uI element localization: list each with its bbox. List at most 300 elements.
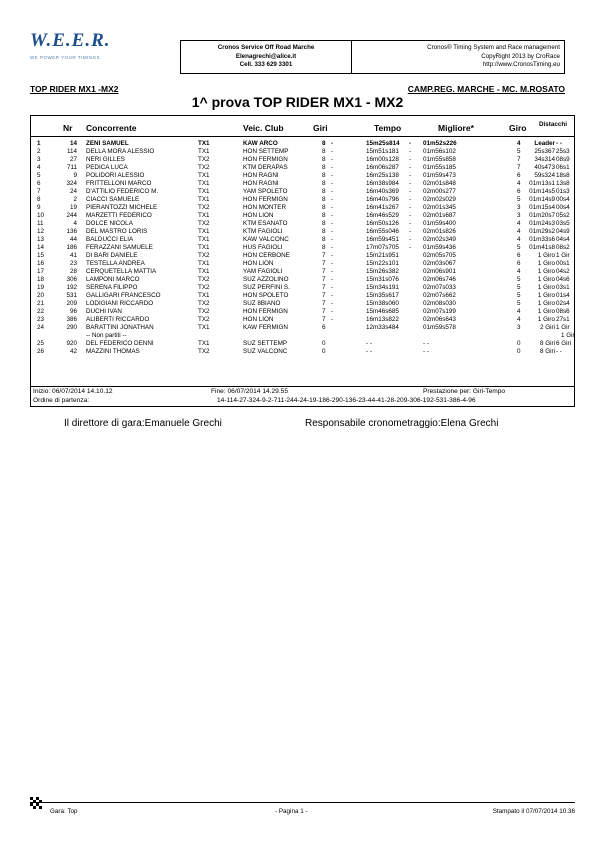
table-row <box>31 140 576 148</box>
table-footer <box>31 386 574 404</box>
cell-migliore: 02m06s901 <box>423 268 456 275</box>
timing-system: Cronos® Timing System and Race management <box>427 44 560 51</box>
cell-giri: 8 <box>322 212 326 219</box>
cell-migliore: 02m03s067 <box>423 260 456 267</box>
giri-dash: - <box>331 204 334 211</box>
giri-dash: - <box>331 164 334 171</box>
col-distacchi: Distacchi <box>539 121 567 128</box>
cell-name: DOLCE NICOLA <box>86 220 133 227</box>
cell-pos: 1 <box>37 140 41 147</box>
logo-tagline: WE POWER YOUR TIMINGS. <box>30 55 102 60</box>
copyright: CopyRight 2013 by CroRace <box>481 52 560 60</box>
cell-d1: 1 Giro <box>537 316 555 323</box>
cell-club: SUZ SETTEMP <box>243 340 288 347</box>
cell-cat: TX1 <box>198 212 210 219</box>
cell-tempo: 15m34s191 <box>366 284 399 291</box>
cell-pos: 3 <box>37 156 41 163</box>
cell-nr: 41 <box>69 252 77 259</box>
cell-d1: 2 Giri <box>539 324 555 331</box>
cell-nr: 4 <box>73 220 77 227</box>
col-concorrente: Concorrente <box>86 123 137 133</box>
cell-d2: 04s9 <box>556 228 570 235</box>
category-subtitle: TOP RIDER MX1 -MX2 <box>30 84 119 94</box>
table-row <box>31 148 576 156</box>
cell-migliore: 01m55s858 <box>423 156 456 163</box>
cell-pos: 22 <box>37 308 45 315</box>
print-date: Stampato il 07/07/2014 10.36 <box>492 808 575 815</box>
cell-giri: 8 <box>322 188 326 195</box>
cell-club: HON LION <box>243 212 274 219</box>
cell-migliore: 02m06s643 <box>423 316 456 323</box>
cell-giro: 0 <box>517 340 521 347</box>
cell-club: KTM FAGIOLI <box>243 228 283 235</box>
cell-cat: TX1 <box>198 172 210 179</box>
cell-nr: 24 <box>69 188 77 195</box>
cell-cat: TX2 <box>198 276 210 283</box>
table-row <box>31 180 576 188</box>
cell-nr: 14 <box>69 140 77 147</box>
cell-d1: 1 Giro <box>537 300 555 307</box>
cell-tempo: 15m22s101 <box>366 260 399 267</box>
cell-d2: 1 Gir <box>556 252 570 259</box>
cell-giro: 3 <box>517 324 521 331</box>
giri-dash: - <box>331 212 334 219</box>
cell-name: TESTELLA ANDREA <box>86 260 145 267</box>
cell-giro: 4 <box>517 180 521 187</box>
cell-name: PEDICA LUCA <box>86 164 128 171</box>
cell-pos: 10 <box>37 212 45 219</box>
championship-subtitle: CAMP.REG. MARCHE - MC. M.ROSATO <box>407 84 565 94</box>
cell-migliore: 01m56s102 <box>423 148 456 155</box>
cell-giri: 7 <box>322 316 326 323</box>
cell-d1: 01m33s6 <box>529 236 555 243</box>
tempo-dash: - <box>409 188 412 195</box>
cell-club: KTM ESANATO <box>243 220 288 227</box>
cell-giro: 6 <box>517 188 521 195</box>
cell-pos: 4 <box>37 164 41 171</box>
cell-nr: 186 <box>66 244 77 251</box>
cell-giri: 7 <box>322 308 326 315</box>
cell-cat: TX1 <box>198 148 210 155</box>
cell-nr: 306 <box>66 276 77 283</box>
cell-name: ZENI SAMUEL <box>86 140 129 147</box>
cell-nr: 290 <box>66 324 77 331</box>
cell-d1: Leader <box>534 140 555 147</box>
non-partiti-row <box>31 332 576 340</box>
table-row <box>31 156 576 164</box>
cell-pos: 18 <box>37 276 45 283</box>
cell-nr: 531 <box>66 292 77 299</box>
table-row <box>31 284 576 292</box>
cell-cat: TX2 <box>198 220 210 227</box>
cell-name: MARZETTI FEDERICO <box>86 212 152 219</box>
cell-club: SUZ 8BIANO <box>243 300 281 307</box>
table-row <box>31 244 576 252</box>
cell-pos: 7 <box>37 188 41 195</box>
cell-tempo: - - <box>366 340 372 347</box>
cell-tempo: 15m35s617 <box>366 292 399 299</box>
cell-giro: 4 <box>517 236 521 243</box>
timing-info <box>353 44 560 70</box>
cell-nr: 27 <box>69 156 77 163</box>
cell-name: BALDUCCI ELIA <box>86 236 134 243</box>
cell-tempo: 15m25s814 <box>366 140 400 147</box>
cell-giri: 8 <box>322 236 326 243</box>
cell-migliore: 01m59s400 <box>423 220 456 227</box>
cell-name: DEL MASTRO LORIS <box>86 228 148 235</box>
cell-club: KAW FERMIGN <box>243 324 288 331</box>
cell-club: HON FERMIGN <box>243 156 288 163</box>
cell-d2: 04s2 <box>556 268 570 275</box>
cell-club: HON FERMIGN <box>243 308 288 315</box>
cell-club: SUZ AZZOLINO <box>243 276 289 283</box>
cell-giri: 8 <box>322 164 326 171</box>
cell-name: PIERANTOZZI MICHELE <box>86 204 158 211</box>
cell-giri: 8 <box>322 156 326 163</box>
cell-club: HON LION <box>243 260 274 267</box>
cell-pos: 13 <box>37 236 45 243</box>
cell-giri: 8 <box>322 180 326 187</box>
cell-club: YAM SPOLETO <box>243 188 288 195</box>
cell-tempo: 16m00s128 <box>366 156 399 163</box>
cell-name: DELLA MORA ALESSIO <box>86 148 155 155</box>
cell-giro: 4 <box>517 316 521 323</box>
cell-d2: 00s4 <box>556 196 570 203</box>
cell-nr: 209 <box>66 300 77 307</box>
cell-nr: 23 <box>69 260 77 267</box>
cell-giri: 0 <box>322 348 326 355</box>
cell-giro: 4 <box>517 268 521 275</box>
cell-nr: 96 <box>69 308 77 315</box>
cell-nr: 324 <box>66 180 77 187</box>
cell-club: KAW ARCO <box>243 140 278 147</box>
cell-cat: TX1 <box>198 292 210 299</box>
cell-club: SUZ PERFINI S. <box>243 284 290 291</box>
cell-cat: TX2 <box>198 164 210 171</box>
end-time: Fine: 06/07/2014 14.29.55 <box>211 388 288 395</box>
cell-nr: 136 <box>66 228 77 235</box>
cell-club: HON FERMIGN <box>243 196 288 203</box>
cell-cat: TX1 <box>198 180 210 187</box>
cell-club: HON SETTEMP <box>243 148 289 155</box>
cell-name: CIACCI SAMUELE <box>86 196 140 203</box>
non-partiti-extra: 1 Gir <box>561 332 575 339</box>
cell-name: DI BARI DANIELE <box>86 252 138 259</box>
table-row <box>31 252 576 260</box>
cell-cat: TX1 <box>198 268 210 275</box>
cell-cat: TX1 <box>198 236 210 243</box>
giri-dash: - <box>331 316 334 323</box>
cell-club: HON LION <box>243 316 274 323</box>
cell-club: HON MONTER <box>243 204 287 211</box>
cell-giro: 5 <box>517 276 521 283</box>
giri-dash: - <box>331 228 334 235</box>
cell-name: NERI GILLES <box>86 156 125 163</box>
cell-pos: 9 <box>37 204 41 211</box>
cell-d2: 08s6 <box>556 308 570 315</box>
giri-dash: - <box>331 220 334 227</box>
cell-migliore: - - <box>423 340 429 347</box>
tempo-dash: - <box>409 180 412 187</box>
tempo-dash: - <box>409 204 412 211</box>
header-divider <box>351 41 352 73</box>
table-row <box>31 260 576 268</box>
cell-d2: 08s2 <box>556 244 570 251</box>
table-row <box>31 300 576 308</box>
col-giri: Giri <box>313 123 328 133</box>
cell-cat: TX2 <box>198 204 210 211</box>
giri-dash: - <box>331 284 334 291</box>
cell-d2: 03s1 <box>556 284 570 291</box>
giri-dash: - <box>331 196 334 203</box>
table-row <box>31 292 576 300</box>
cell-pos: 11 <box>37 220 44 227</box>
cell-d1: 8 Giri <box>539 348 555 355</box>
non-partiti-label: -- Non partiti -- <box>86 332 127 339</box>
table-row <box>31 228 576 236</box>
cell-tempo: - - <box>366 348 372 355</box>
giri-dash: - <box>331 300 334 307</box>
cell-nr: 114 <box>66 148 77 155</box>
cell-name: MAZZINI THOMAS <box>86 348 140 355</box>
table-row <box>31 188 576 196</box>
header-box <box>180 40 565 74</box>
table-row <box>31 324 576 332</box>
cell-name: DUCHI IVAN <box>86 308 122 315</box>
cell-d2: 18s8 <box>556 172 570 179</box>
cell-giro: 6 <box>517 260 521 267</box>
cell-giri: 7 <box>322 252 326 259</box>
cell-d1: 01m41s8 <box>529 244 555 251</box>
table-row <box>31 316 576 324</box>
cell-club: HUS FAGIOLI <box>243 244 283 251</box>
cell-d1: 1 Giro <box>537 252 555 259</box>
cell-giri: 7 <box>322 300 326 307</box>
cell-tempo: 16m06s287 <box>366 164 399 171</box>
cell-giri: 8 <box>322 220 326 227</box>
cell-nr: 19 <box>69 204 77 211</box>
cell-d1: 1 Giro <box>537 268 555 275</box>
cell-d2: 06s1 <box>556 164 570 171</box>
table-row <box>31 268 576 276</box>
cell-giro: 5 <box>517 300 521 307</box>
cell-d1: 1 Giro <box>537 276 555 283</box>
cell-d1: 01m24s3 <box>529 220 555 227</box>
cell-club: YAM FAGIOLI <box>243 268 283 275</box>
cell-migliore: 01m59s473 <box>423 172 456 179</box>
cell-giro: 7 <box>517 164 521 171</box>
cell-d2: 08s9 <box>556 156 570 163</box>
cell-name: FERAZZANI SAMUELE <box>86 244 153 251</box>
cell-giri: 7 <box>322 268 326 275</box>
cell-migliore: 02m07s033 <box>423 284 456 291</box>
start-order-label: Ordine di partenza: <box>33 397 90 404</box>
cell-pos: 19 <box>37 284 45 291</box>
cell-d1: 01m14s9 <box>529 196 555 203</box>
tempo-dash: - <box>409 196 412 203</box>
cell-d1: 40s473 <box>534 164 555 171</box>
cell-d2: 1 Gir <box>556 324 570 331</box>
giri-dash: - <box>331 188 334 195</box>
cell-tempo: 16m40s796 <box>366 196 399 203</box>
cell-giro: 0 <box>517 348 521 355</box>
cell-d1: 34s314 <box>534 156 555 163</box>
cell-migliore: 02m02s029 <box>423 196 456 203</box>
tempo-dash: - <box>409 156 412 163</box>
timing-manager: Responsabile cronometraggio:Elena Grechi <box>305 418 499 429</box>
cell-d1: 8 Giri <box>539 340 555 347</box>
organizer-name: Cronos Service Off Road Marche <box>217 44 315 51</box>
cell-d2: 05s2 <box>556 212 570 219</box>
cell-d1: 25s367 <box>534 148 555 155</box>
table-row <box>31 340 576 348</box>
table-row <box>31 348 576 356</box>
table-row <box>31 172 576 180</box>
cell-d1: 1 Giro <box>537 292 555 299</box>
tempo-dash: - <box>409 236 412 243</box>
cell-name: CERQUETELLA MATTIA <box>86 268 157 275</box>
cell-migliore: 02m00s277 <box>423 188 456 195</box>
col-veic-club: Veic. Club <box>243 123 284 133</box>
giri-dash: - <box>331 148 334 155</box>
table-row <box>31 212 576 220</box>
cell-d1: 01m13s1 <box>529 180 555 187</box>
cell-cat: TX2 <box>198 156 210 163</box>
cell-name: FRITTELLONI MARCO <box>86 180 152 187</box>
giri-dash: - <box>331 308 334 315</box>
cell-d1: 1 Giro <box>537 260 555 267</box>
cell-nr: 9 <box>73 172 77 179</box>
cell-pos: 24 <box>37 324 45 331</box>
giri-dash: - <box>331 140 334 147</box>
cell-name: BARATTINI JONATHAN <box>86 324 154 331</box>
cell-giri: 7 <box>322 284 326 291</box>
col-giro: Giro <box>509 123 527 133</box>
cell-giri: 7 <box>322 276 326 283</box>
cell-migliore: 02m01s345 <box>423 204 456 211</box>
giri-dash: - <box>331 252 334 259</box>
cell-tempo: 15m26s382 <box>366 268 399 275</box>
weer-logo <box>30 30 140 70</box>
cell-tempo: 16m50s126 <box>366 220 399 227</box>
cell-club: SUZ VALCONC <box>243 348 288 355</box>
cell-migliore: 02m01s687 <box>423 212 456 219</box>
cell-nr: 2 <box>73 196 77 203</box>
cell-nr: 42 <box>69 348 77 355</box>
cell-d2: - - <box>556 348 562 355</box>
cell-d2: 6 Giri <box>556 340 572 347</box>
cell-cat: TX2 <box>198 300 210 307</box>
table-row <box>31 276 576 284</box>
cell-d1: 01m20s7 <box>529 212 555 219</box>
cell-tempo: 16m25s138 <box>366 172 399 179</box>
cell-giri: 8 <box>322 148 326 155</box>
cell-migliore: 02m06s746 <box>423 276 456 283</box>
tempo-dash: - <box>409 164 412 171</box>
table-row <box>31 204 576 212</box>
cell-giri: 8 <box>322 228 326 235</box>
cell-pos: 25 <box>37 340 45 347</box>
cell-cat: TX1 <box>198 244 210 251</box>
cell-giro: 4 <box>517 228 521 235</box>
cell-cat: TX1 <box>198 340 210 347</box>
cell-giri: 7 <box>322 292 326 299</box>
cell-club: HON RAGNI <box>243 172 279 179</box>
timing-url: http://www.CronosTiming.eu <box>482 61 560 68</box>
cell-name: ALIBERTI RICCARDO <box>86 316 150 323</box>
cell-nr: 711 <box>66 164 77 171</box>
cell-tempo: 15m51s181 <box>366 148 399 155</box>
cell-d1: 1 Giro <box>537 284 555 291</box>
cell-pos: 8 <box>37 196 41 203</box>
giri-dash: - <box>331 244 334 251</box>
cell-pos: 12 <box>37 228 45 235</box>
cell-nr: 244 <box>66 212 77 219</box>
cell-pos: 16 <box>37 260 45 267</box>
giri-dash: - <box>331 172 334 179</box>
start-time: Inizio: 06/07/2014 14.10.12 <box>33 388 113 395</box>
cell-cat: TX1 <box>198 140 210 147</box>
table-row <box>31 236 576 244</box>
cell-giri: 8 <box>322 244 326 251</box>
start-order: 14-114-27-324-9-2-711-244-24-19-186-290-136-23-44-41-28-209-306-192-531-386-4-96 <box>217 397 476 404</box>
cell-cat: TX1 <box>198 228 210 235</box>
cell-d2: 04s6 <box>556 276 570 283</box>
cell-migliore: 02m07s662 <box>423 292 456 299</box>
cell-migliore: 02m01s848 <box>423 180 456 187</box>
cell-cat: TX2 <box>198 316 210 323</box>
cell-migliore: 02m08s030 <box>423 300 456 307</box>
giri-dash: - <box>331 268 334 275</box>
cell-name: LODIGIANI RICCARDO <box>86 300 154 307</box>
cell-cat: TX2 <box>198 284 210 291</box>
cell-giro: 6 <box>517 252 521 259</box>
cell-d2: 01s4 <box>556 292 570 299</box>
cell-d1: 59s324 <box>534 172 555 179</box>
giri-dash: - <box>331 276 334 283</box>
cell-pos: 26 <box>37 348 45 355</box>
cell-d2: - - <box>556 140 562 147</box>
cell-pos: 14 <box>37 244 45 251</box>
cell-giri: 6 <box>322 324 326 331</box>
tempo-dash: - <box>409 148 412 155</box>
cell-pos: 20 <box>37 292 45 299</box>
cell-migliore: 01m59s436 <box>423 244 456 251</box>
cell-cat: TX1 <box>198 260 210 267</box>
cell-giri: 0 <box>322 340 326 347</box>
cell-tempo: 15m38s060 <box>366 300 399 307</box>
cell-giri: 8 <box>322 204 326 211</box>
cell-club: HON SPOLETO <box>243 292 289 299</box>
cell-d1: 1 Giro <box>537 308 555 315</box>
cell-cat: TX2 <box>198 252 210 259</box>
cell-migliore: 01m59s578 <box>423 324 456 331</box>
logo-brand: W.E.E.R. <box>30 30 111 51</box>
cell-giro: 3 <box>517 204 521 211</box>
col-migliore: Migliore* <box>438 123 474 133</box>
cell-name: POLIDORI ALESSIO <box>86 172 145 179</box>
table-row <box>31 164 576 172</box>
cell-club: KTM DERAPAS <box>243 164 288 171</box>
cell-d2: 03s5 <box>556 220 570 227</box>
cell-club: HON CERBONE <box>243 252 290 259</box>
cell-giro: 6 <box>517 172 521 179</box>
cell-d2: 01s3 <box>556 188 570 195</box>
cell-cat: TX2 <box>198 308 210 315</box>
tempo-dash: - <box>409 244 412 251</box>
cell-d1: 01m14s5 <box>529 188 555 195</box>
tempo-dash: - <box>409 140 412 147</box>
